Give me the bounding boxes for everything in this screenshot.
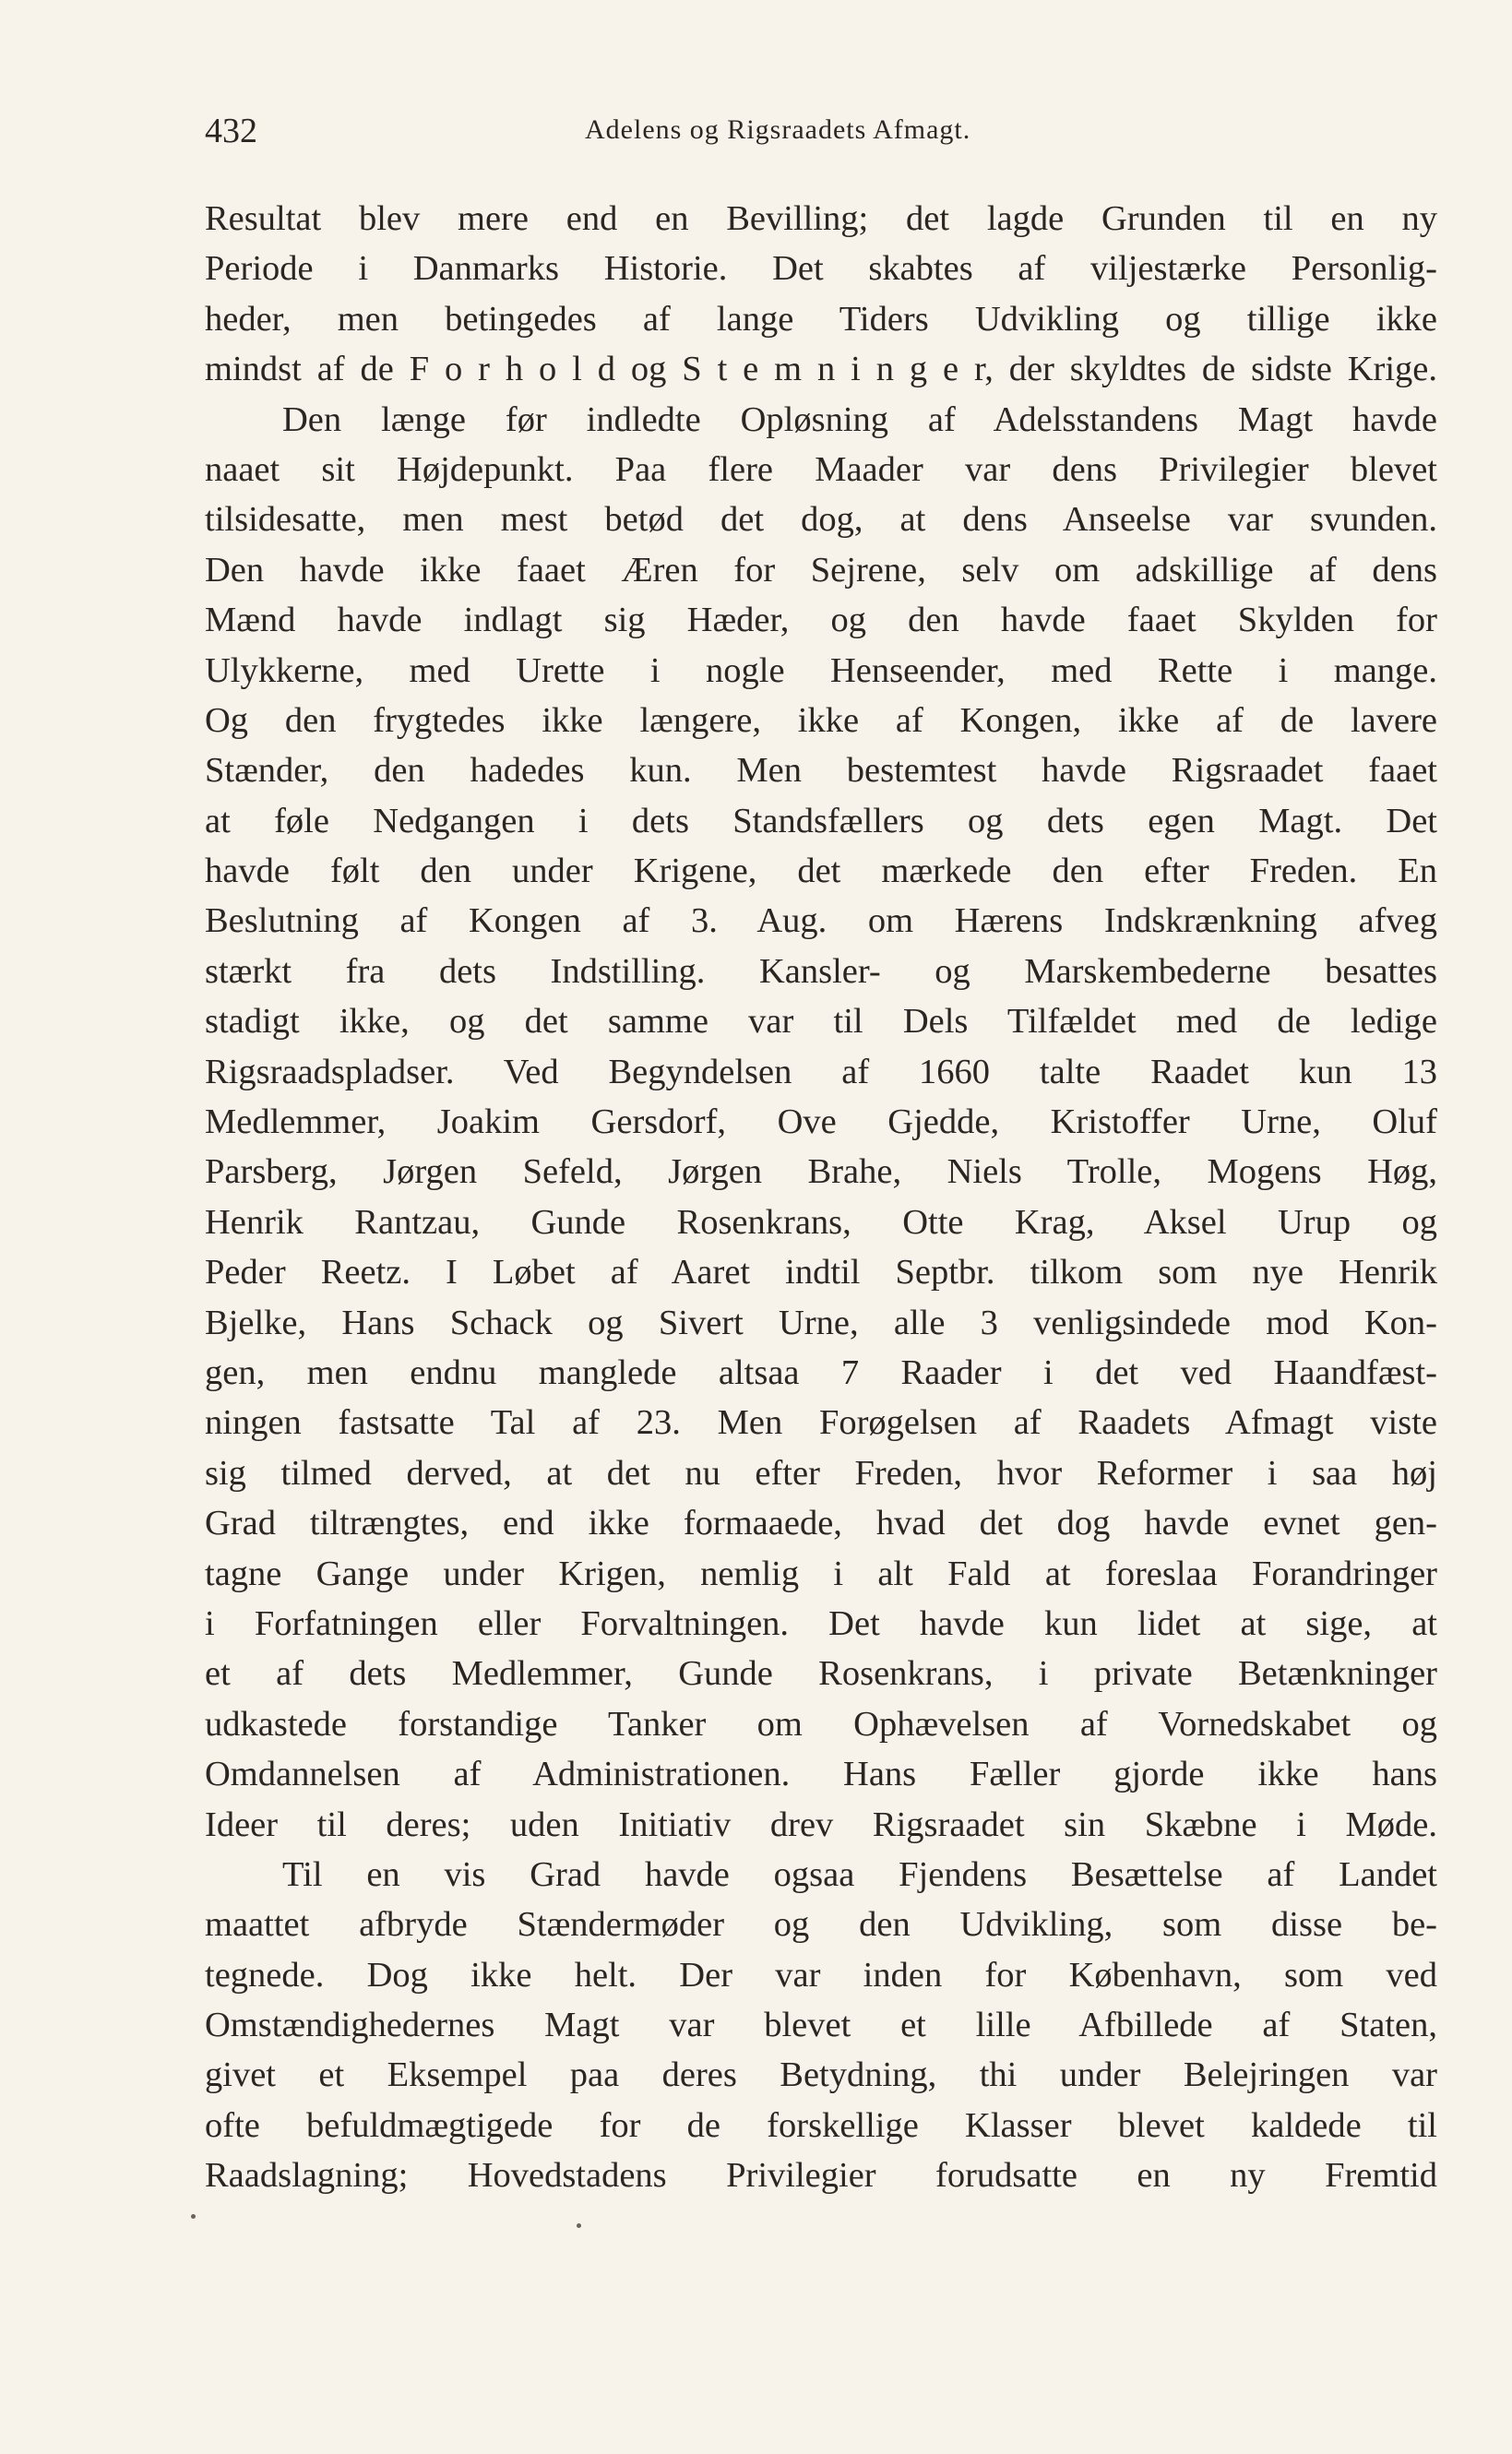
text-line: Beslutning af Kongen af 3. Aug. om Hærens Indskrænkning afveg: [205, 901, 1437, 941]
text-line: Den længe før indledte Opløsning af Adelsstandens Magt havde: [282, 399, 1437, 439]
running-head: [205, 111, 1437, 166]
text-line: udkastede forstandige Tanker om Ophævelsen af Vornedskabet og: [205, 1704, 1437, 1744]
text-line: stadigt ikke, og det samme var til Dels Tilfældet med de ledige: [205, 1002, 1437, 1042]
text-line: i Forfatningen eller Forvaltningen. Det havde kun lidet at sige, at: [205, 1603, 1437, 1643]
page-number: 432: [205, 112, 257, 150]
text-line: Til en vis Grad havde ogsaa Fjendens Besættelse af Landet: [282, 1854, 1437, 1894]
text-line: maattet afbryde Stændermøder og den Udvikling, som disse be-: [205, 1905, 1437, 1945]
text-line: tilsidesatte, men mest betød det dog, at dens Anseelse var svunden.: [205, 500, 1437, 540]
text-line: Periode i Danmarks Historie. Det skabtes af viljestærke Personlig-: [205, 249, 1437, 289]
text-line: mindst af de F o r h o l d og S t e m n i n g e r, der skyldtes de sidste Krige.: [205, 350, 1437, 389]
running-title: Adelens og Rigsraadets Afmagt.: [585, 114, 971, 145]
text-line: Og den frygtedes ikke længere, ikke af Kongen, ikke af de lavere: [205, 700, 1437, 740]
text-line: Bjelke, Hans Schack og Sivert Urne, alle 3 venligsindede mod Kon-: [205, 1303, 1437, 1342]
text-line: Den havde ikke faaet Æren for Sejrene, selv om adskillige af dens: [205, 550, 1437, 590]
text-line: ningen fastsatte Tal af 23. Men Forøgelsen af Raadets Afmagt viste: [205, 1403, 1437, 1443]
margin-speck: [191, 2214, 196, 2219]
text-line: givet et Eksempel paa deres Betydning, thi under Belejringen var: [205, 2055, 1437, 2095]
text-line: Omstændighedernes Magt var blevet et lille Afbillede af Staten,: [205, 2006, 1437, 2045]
text-line: at føle Nedgangen i dets Standsfællers og dets egen Magt. Det: [205, 801, 1437, 840]
text-line: Henrik Rantzau, Gunde Rosenkrans, Otte Krag, Aksel Urup og: [205, 1202, 1437, 1242]
text-line: gen, men endnu manglede altsaa 7 Raader i det ved Haandfæst-: [205, 1352, 1437, 1392]
margin-speck: [577, 2223, 581, 2228]
text-line: Grad tiltrængtes, end ikke formaaede, hvad det dog havde evnet gen-: [205, 1504, 1437, 1543]
text-line: Mænd havde indlagt sig Hæder, og den havde faaet Skylden for: [205, 601, 1437, 640]
text-line: Ulykkerne, med Urette i nogle Henseender, med Rette i mange.: [205, 650, 1437, 690]
text-line: Stænder, den hadedes kun. Men bestemtest havde Rigsraadet faaet: [205, 751, 1437, 791]
text-line: Resultat blev mere end en Bevilling; det lagde Grunden til en ny: [205, 199, 1437, 238]
text-line: Raadslagning; Hovedstadens Privilegier forudsatte en ny Fremtid: [205, 2156, 1437, 2196]
text-line: Parsberg, Jørgen Sefeld, Jørgen Brahe, Niels Trolle, Mogens Høg,: [205, 1152, 1437, 1192]
text-line: tagne Gange under Krigen, nemlig i alt Fald at foreslaa Forandringer: [205, 1554, 1437, 1593]
text-line: ofte befuldmægtigede for de forskellige Klasser blevet kaldede til: [205, 2105, 1437, 2145]
body-text: [205, 194, 1437, 2201]
text-line: havde følt den under Krigene, det mærkede den efter Freden. En: [205, 852, 1437, 891]
text-line: naaet sit Højdepunkt. Paa flere Maader var dens Privilegier blevet: [205, 449, 1437, 489]
text-line: tegnede. Dog ikke helt. Der var inden for København, som ved: [205, 1955, 1437, 1995]
text-line: heder, men betingedes af lange Tiders Udvikling og tillige ikke: [205, 299, 1437, 339]
text-line: Rigsraadspladser. Ved Begyndelsen af 1660 talte Raadet kun 13: [205, 1052, 1437, 1091]
text-line: sig tilmed derved, at det nu efter Freden, hvor Reformer i saa høj: [205, 1453, 1437, 1493]
text-line: Peder Reetz. I Løbet af Aaret indtil Septbr. tilkom som nye Henrik: [205, 1253, 1437, 1293]
text-line: Ideer til deres; uden Initiativ drev Rigsraadet sin Skæbne i Møde.: [205, 1805, 1437, 1844]
text-line: Omdannelsen af Administrationen. Hans Fæller gjorde ikke hans: [205, 1755, 1437, 1794]
text-line: Medlemmer, Joakim Gersdorf, Ove Gjedde, Kristoffer Urne, Oluf: [205, 1102, 1437, 1142]
text-line: et af dets Medlemmer, Gunde Rosenkrans, i private Betænkninger: [205, 1654, 1437, 1694]
text-line: stærkt fra dets Indstilling. Kansler- og Marskembederne besattes: [205, 951, 1437, 991]
